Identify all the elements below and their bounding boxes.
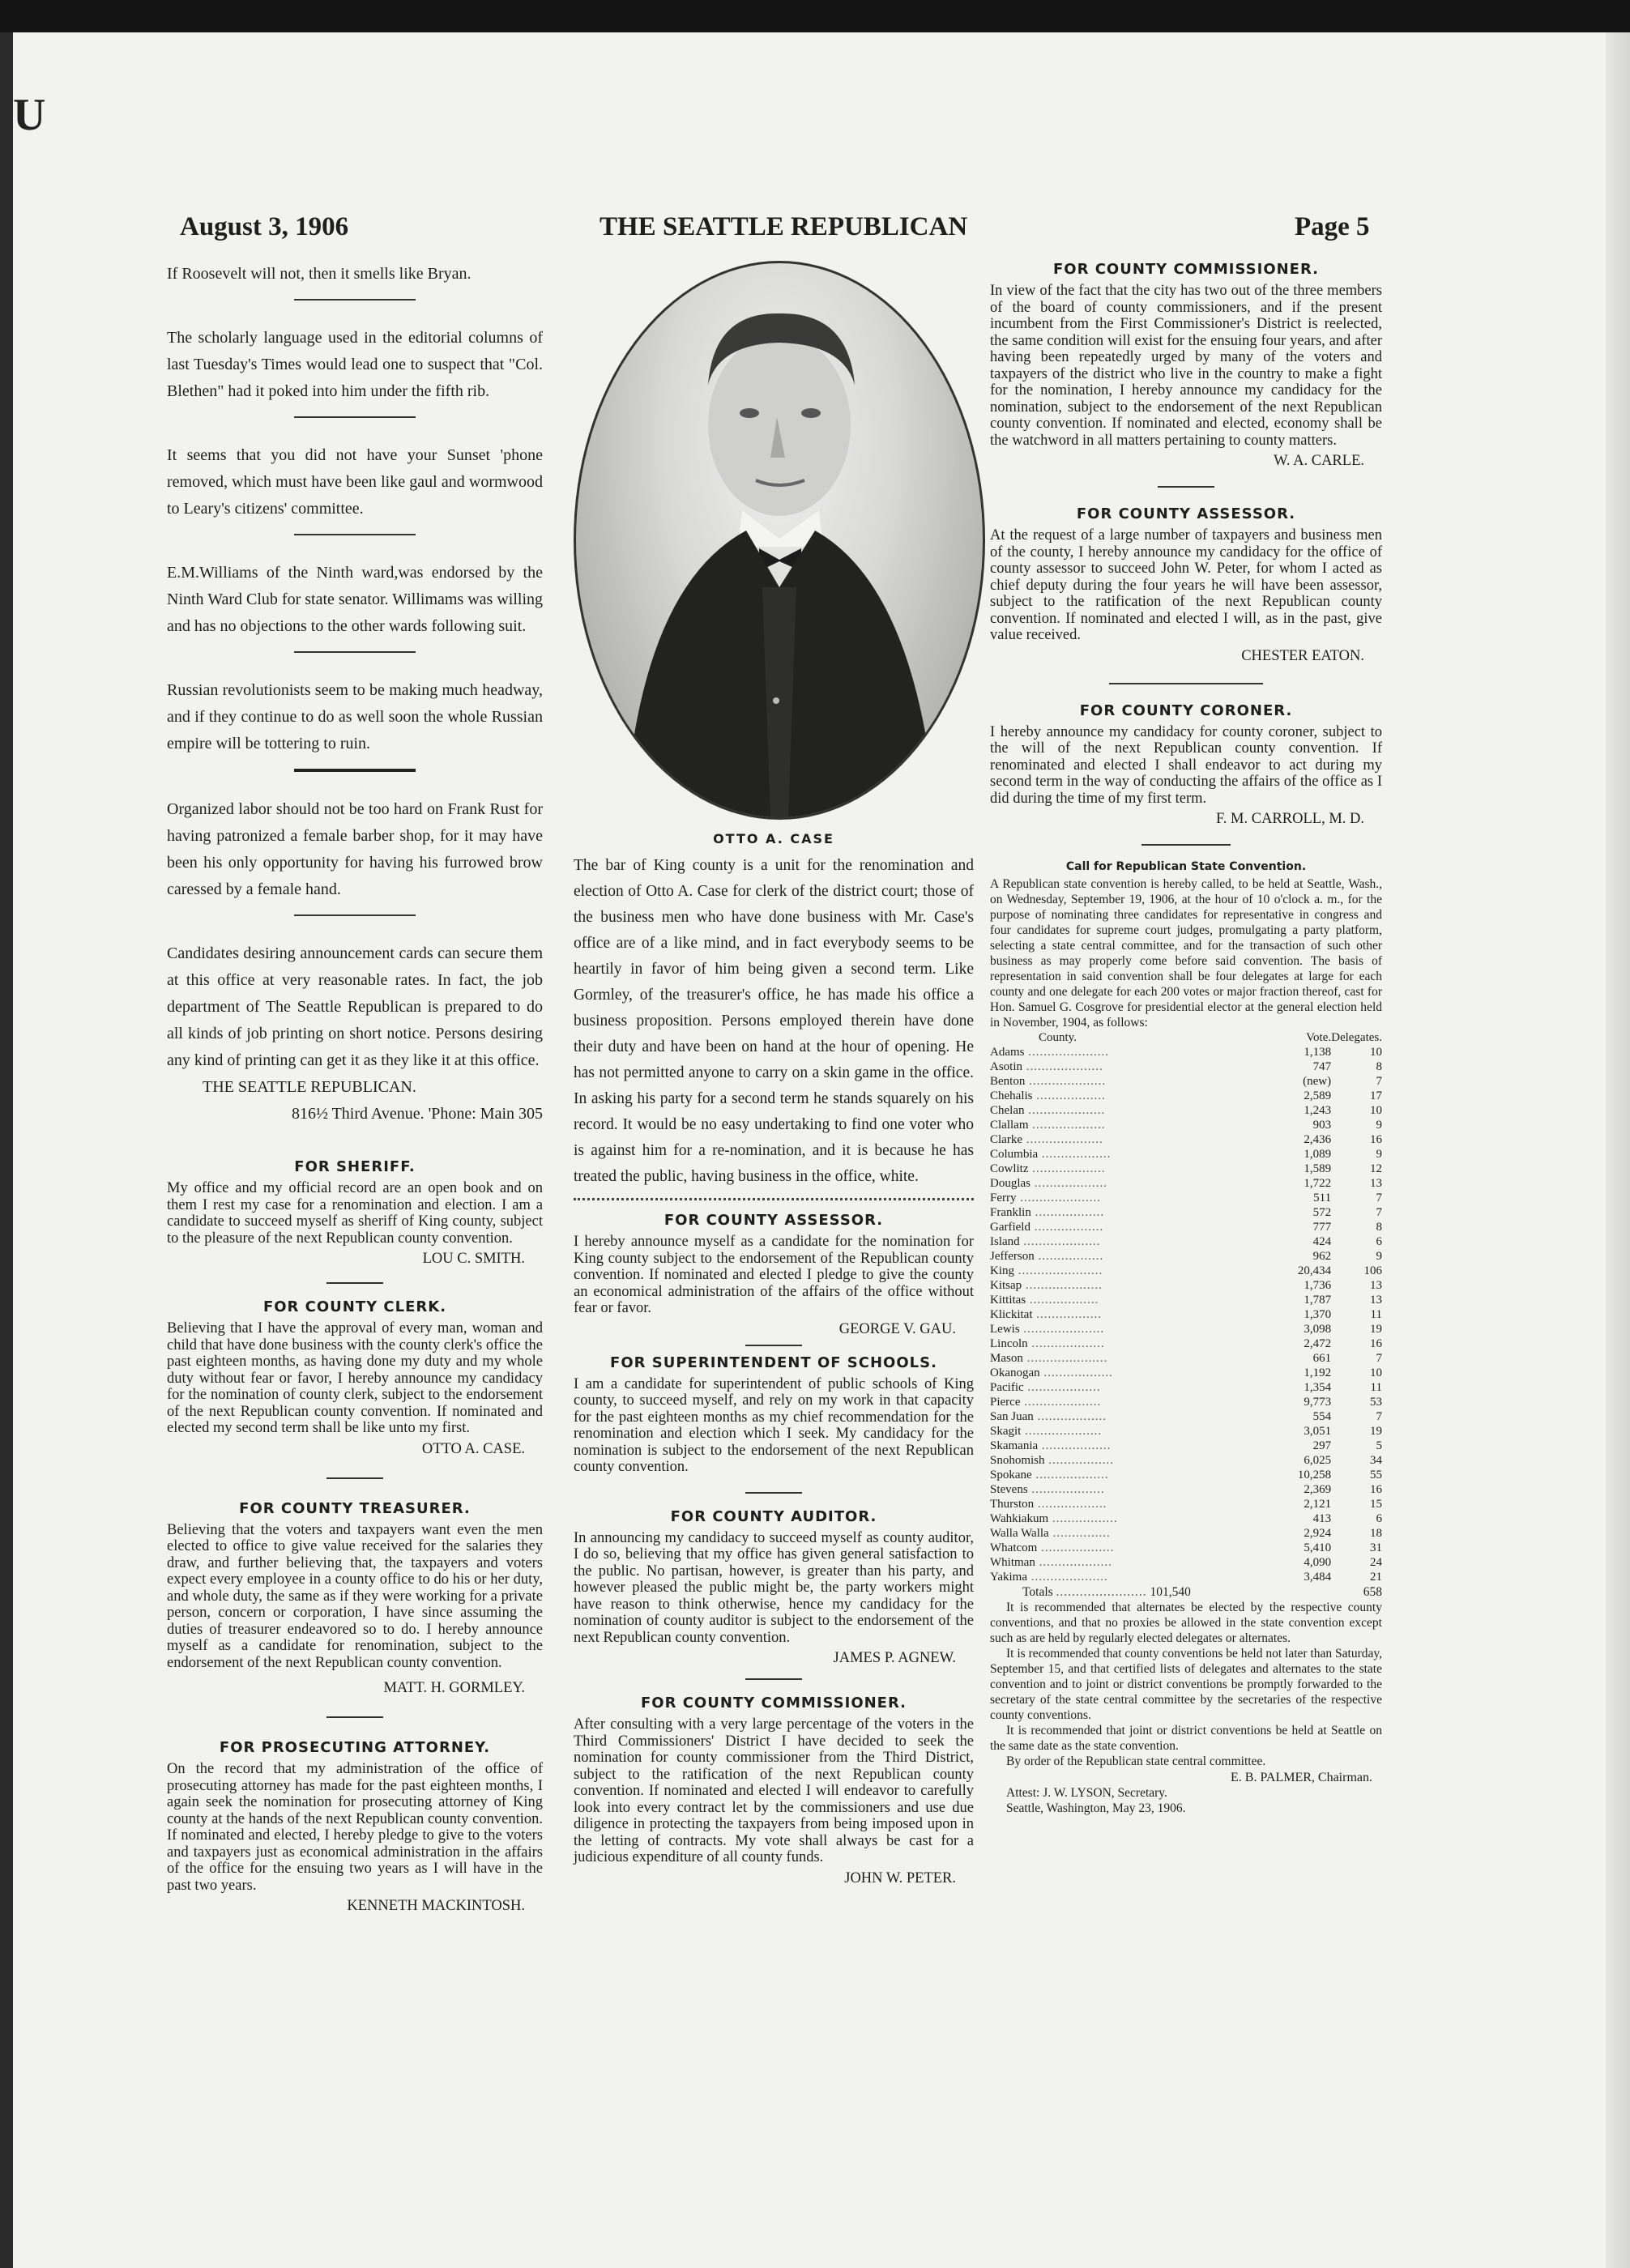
- county-name: Snohomish: [990, 1454, 1045, 1467]
- county-vote: 297: [1312, 1439, 1332, 1452]
- totals-vote: 101,540: [1150, 1585, 1191, 1599]
- county-name: Asotin: [990, 1060, 1023, 1073]
- page-edge-shadow: [1606, 32, 1630, 2268]
- ad-signature: MATT. H. GORMLEY.: [383, 1680, 525, 1696]
- county-name: Mason: [990, 1352, 1023, 1365]
- ad-signature: GEORGE V. GAU.: [838, 1320, 956, 1337]
- ad-heading-schools: FOR SUPERINTENDENT OF SCHOOLS.: [610, 1354, 937, 1371]
- county-vote: 1,722: [1304, 1177, 1332, 1190]
- office-address: 816½ Third Avenue. 'Phone: Main 305: [291, 1105, 543, 1123]
- ad-body-commissioner: In view of the fact that the city has two out of the three members of the board of county commissioners, and if the present incumbent from the First Commissioner's District is reelected, the same condition will exist for the ensuing four years, and after having been repeatedly urged by many of the voters and taxpayers of the district who live in the country to make a fight for the nomination, I hereby announce my candidacy for the nomination, subject to the endorsement of the next Republican county convention. If nominated and elected, economy shall be the watchword in all matters pertaining to county matters.: [990, 283, 1382, 449]
- county-name: Whitman: [990, 1556, 1035, 1569]
- county-name: Benton: [990, 1075, 1026, 1088]
- county-delegates: 9: [1376, 1250, 1382, 1263]
- county-delegates: 34: [1370, 1454, 1382, 1467]
- table-row: Yakima .................... 3,484 21: [990, 1571, 1382, 1584]
- masthead-title: THE SEATTLE REPUBLICAN: [600, 212, 968, 241]
- editorial-note: Russian revolutionists seem to be making much headway, and if they continue to do as well soon the whole Russian empire will be tottering to ruin.: [167, 681, 543, 752]
- county-vote: 9,773: [1304, 1396, 1332, 1409]
- totals-line: Totals ....................... 101,540 658: [1022, 1585, 1382, 1599]
- county-delegates: 16: [1370, 1337, 1382, 1350]
- county-name: Adams: [990, 1046, 1025, 1059]
- county-delegates: 10: [1370, 1046, 1382, 1059]
- table-row: Franklin .................. 572 7: [990, 1206, 1382, 1219]
- county-name: Kittitas: [990, 1294, 1026, 1307]
- divider: [326, 1716, 383, 1718]
- middle-column: [574, 261, 974, 1887]
- editorial-note: It seems that you did not have your Sunset 'phone removed, which must have been like gaul and wormwood to Leary's citizens' committee.: [167, 446, 543, 518]
- county-delegates: 13: [1370, 1177, 1382, 1190]
- table-row: Lewis ..................... 3,098 19: [990, 1323, 1382, 1336]
- editorial-note: If Roosevelt will not, then it smells like Bryan.: [167, 265, 472, 283]
- table-row: Okanogan .................. 1,192 10: [990, 1366, 1382, 1379]
- county-delegates: 21: [1370, 1571, 1382, 1584]
- ad-body-auditor: In announcing my candidacy to succeed myself as county auditor, I do so, believing that my office has given general satisfaction to the public. No partisan, however, is greater than his party, and however pleased the public might be, the party workers might have reason to think otherwise, hence my candidacy for the nomination of county auditor is subject to the endorsement of the next Republican county convention.: [574, 1529, 974, 1646]
- county-vote: 2,436: [1304, 1133, 1332, 1146]
- divider: [745, 1678, 802, 1680]
- table-row: Island .................... 424 6: [990, 1235, 1382, 1248]
- county-vote: 572: [1312, 1206, 1332, 1219]
- county-delegates: 18: [1370, 1527, 1382, 1540]
- county-delegates: 19: [1370, 1323, 1382, 1336]
- ad-heading-commissioner: FOR COUNTY COMMISSIONER.: [640, 1695, 907, 1712]
- county-vote: 747: [1312, 1060, 1332, 1073]
- county-name: Pacific: [990, 1381, 1024, 1394]
- county-vote: 1,354: [1304, 1381, 1332, 1394]
- ad-body-assessor: I hereby announce myself as a candidate for the nomination for King county subject to the endorsement of the Republican county convention. If nominated and elected I pledge to give the county an economical administration of the affairs of the office without fear or favor.: [574, 1234, 974, 1316]
- ad-body-prosecuting-attorney: On the record that my administration of the office of prosecuting attorney has made for the past eighteen months, I again seek the nomination for prosecuting attorney of King county at the hands of the next Republican county convention. If nominated and elected, I hereby pledge to give to the voters and taxpayers just as economical administration in the affairs of the office for the ensuing two years as I will have in the past two years.: [167, 1761, 543, 1894]
- ad-body-coroner: I hereby announce my candidacy for county coroner, subject to the will of the next Republican county convention. If renominated and elected I shall endeavor to act during my second term in the way of conducting the affairs of the office as I did during the time of my first term.: [990, 723, 1382, 807]
- table-row: Skamania .................. 297 5: [990, 1439, 1382, 1452]
- table-row: Spokane ................... 10,258 55: [990, 1469, 1382, 1481]
- ad-body-sheriff: My office and my official record are an open book and on them I rest my case for a renomination and election. I am a candidate to succeed myself as sheriff of King county, subject to the pleasure of the next Republican county convention.: [167, 1180, 543, 1247]
- county-vote: 1,589: [1304, 1162, 1332, 1175]
- job-printing-notice: Candidates desiring announcement cards can secure them at this office at very reasonable rates. In fact, the job department of The Seattle Republican is prepared to do all kinds of job printing on short notice. Persons desiring any kind of printing can get it as they like it at this office.: [167, 944, 543, 1069]
- table-row: Kitsap .................... 1,736 13: [990, 1279, 1382, 1292]
- county-name: Clarke: [990, 1133, 1022, 1146]
- dotted-divider: [574, 1198, 974, 1200]
- ad-heading-treasurer: FOR COUNTY TREASURER.: [239, 1499, 471, 1517]
- editorial-note: The scholarly language used in the editorial columns of last Tuesday's Times would lead one to suspect that "Col. Blethen" had it poked into him under the fifth rib.: [167, 329, 543, 400]
- ad-heading-prosecuting-attorney: FOR PROSECUTING ATTORNEY.: [219, 1739, 491, 1756]
- county-vote: 20,434: [1297, 1264, 1332, 1277]
- ad-signature: F. M. CARROLL, M. D.: [1215, 811, 1364, 827]
- county-name: Jefferson: [990, 1250, 1035, 1263]
- ad-heading-coroner: FOR COUNTY CORONER.: [1079, 701, 1293, 719]
- county-name: Garfield: [990, 1221, 1030, 1234]
- county-delegates: 9: [1376, 1148, 1382, 1161]
- table-row: Chehalis .................. 2,589 17: [990, 1089, 1382, 1102]
- ad-heading-assessor: FOR COUNTY ASSESSOR.: [1076, 505, 1296, 522]
- delegate-table: [990, 1030, 1382, 1584]
- divider: [294, 299, 416, 301]
- county-vote: 3,051: [1304, 1425, 1332, 1438]
- county-vote: 3,098: [1304, 1323, 1332, 1336]
- county-delegates: 13: [1370, 1279, 1382, 1292]
- county-name: Chelan: [990, 1104, 1025, 1117]
- table-row: Klickitat ................. 1,370 11: [990, 1308, 1382, 1321]
- county-vote: 1,243: [1304, 1104, 1332, 1117]
- table-row: Adams ..................... 1,138 10: [990, 1046, 1382, 1059]
- county-vote: 1,787: [1304, 1294, 1332, 1307]
- county-vote: 4,090: [1304, 1556, 1332, 1569]
- county-delegates: 24: [1370, 1556, 1382, 1569]
- table-row: Stevens ................... 2,369 16: [990, 1483, 1382, 1496]
- photo-caption: OTTO A. CASE: [713, 831, 834, 846]
- county-name: Cowlitz: [990, 1162, 1029, 1175]
- county-name: Skagit: [990, 1425, 1022, 1438]
- table-row: Ferry ..................... 511 7: [990, 1192, 1382, 1204]
- table-row: Lincoln ................... 2,472 16: [990, 1337, 1382, 1350]
- scanner-top-border: [0, 0, 1630, 32]
- table-row: Chelan .................... 1,243 10: [990, 1104, 1382, 1117]
- county-name: Ferry: [990, 1192, 1017, 1204]
- county-name: Yakima: [990, 1571, 1027, 1584]
- divider: [294, 416, 416, 418]
- ad-signature: OTTO A. CASE.: [421, 1440, 525, 1457]
- county-name: Island: [990, 1235, 1020, 1248]
- ad-signature: LOU C. SMITH.: [422, 1251, 525, 1267]
- recommendation: It is recommended that joint or district conventions be held at Seattle on the same date as the state convention.: [990, 1724, 1382, 1753]
- county-delegates: 10: [1370, 1366, 1382, 1379]
- table-row: Benton .................... (new) 7: [990, 1075, 1382, 1088]
- county-delegates: 11: [1370, 1308, 1382, 1321]
- county-name: Whatcom: [990, 1541, 1038, 1554]
- county-delegates: 16: [1370, 1133, 1382, 1146]
- ad-signature: KENNETH MACKINTOSH.: [347, 1898, 525, 1914]
- county-delegates: 8: [1376, 1221, 1382, 1234]
- county-name: San Juan: [990, 1410, 1034, 1423]
- county-delegates: 10: [1370, 1104, 1382, 1117]
- county-vote: (new): [1303, 1075, 1332, 1088]
- county-vote: 10,258: [1297, 1469, 1332, 1481]
- county-name: Walla Walla: [990, 1527, 1049, 1540]
- divider: [1109, 683, 1263, 684]
- county-vote: 2,924: [1304, 1527, 1332, 1540]
- table-row: Snohomish ................. 6,025 34: [990, 1454, 1382, 1467]
- portrait-figure: [576, 263, 983, 817]
- right-column: [990, 261, 1382, 1816]
- ad-heading-commissioner: FOR COUNTY COMMISSIONER.: [1052, 261, 1320, 278]
- ad-heading-assessor: FOR COUNTY ASSESSOR.: [664, 1212, 884, 1229]
- county-vote: 1,138: [1304, 1046, 1332, 1059]
- table-row: King ...................... 20,434 106: [990, 1264, 1382, 1277]
- ad-body-commissioner: After consulting with a very large percentage of the voters in the Third Commissioners' District I have decided to seek the nomination for county commissioner from the Third District, subject to the ratification of the next Republican county convention. If nominated and elected I will endeavor to carefully look into every contract let by the commissioners and use due diligence in protecting the taxpayers from being imposed upon in the letting of contracts. My vote shall always be cast for a judicious expenditure of all county funds.: [574, 1716, 974, 1865]
- county-vote: 962: [1312, 1250, 1332, 1263]
- table-row: San Juan .................. 554 7: [990, 1410, 1382, 1423]
- ad-body-schools: I am a candidate for superintendent of public schools of King county, to succeed myself, and rely on my work in that capacity for the past eighteen months as my chief recommendation for the renomination and election which I seek. My candidacy for the nomination is subject to the endorsement of the next Republican county convention.: [574, 1375, 974, 1475]
- county-vote: 661: [1312, 1352, 1332, 1365]
- county-vote: 554: [1312, 1410, 1332, 1423]
- county-vote: 1,736: [1304, 1279, 1332, 1292]
- county-delegates: 6: [1376, 1235, 1382, 1248]
- county-vote: 777: [1312, 1221, 1332, 1234]
- county-delegates: 15: [1370, 1498, 1382, 1511]
- county-delegates: 55: [1370, 1469, 1382, 1481]
- county-vote: 2,369: [1304, 1483, 1332, 1496]
- county-name: Pierce: [990, 1396, 1021, 1409]
- column-header: County.: [1039, 1031, 1077, 1044]
- divider: [1158, 486, 1214, 488]
- table-header-row: [990, 1030, 1382, 1045]
- county-delegates: 13: [1370, 1294, 1382, 1307]
- divider: [326, 1282, 383, 1284]
- table-row: Whitman ................... 4,090 24: [990, 1556, 1382, 1569]
- county-name: Thurston: [990, 1498, 1035, 1511]
- county-name: Klickitat: [990, 1308, 1033, 1321]
- column-header: Delegates.: [1331, 1031, 1382, 1044]
- county-delegates: 5: [1376, 1439, 1382, 1452]
- county-delegates: 106: [1363, 1264, 1382, 1277]
- ad-signature: JOHN W. PETER.: [844, 1869, 956, 1886]
- county-delegates: 53: [1370, 1396, 1382, 1409]
- ad-heading-clerk: FOR COUNTY CLERK.: [262, 1298, 447, 1315]
- table-row: Kittitas .................. 1,787 13: [990, 1294, 1382, 1307]
- county-name: Okanogan: [990, 1366, 1040, 1379]
- county-delegates: 19: [1370, 1425, 1382, 1438]
- county-vote: 2,589: [1304, 1089, 1332, 1102]
- chairman-line: E. B. PALMER, Chairman.: [1231, 1771, 1372, 1784]
- county-delegates: 6: [1376, 1512, 1382, 1525]
- county-delegates: 12: [1370, 1162, 1382, 1175]
- county-name: Skamania: [990, 1439, 1039, 1452]
- delegate-table-body: [990, 1045, 1382, 1584]
- divider: [294, 534, 416, 535]
- table-row: Columbia .................. 1,089 9: [990, 1148, 1382, 1161]
- county-delegates: 7: [1376, 1075, 1382, 1088]
- county-name: King: [990, 1264, 1014, 1277]
- divider: [294, 914, 416, 916]
- table-row: Garfield .................. 777 8: [990, 1221, 1382, 1234]
- table-row: Whatcom ................... 5,410 31: [990, 1541, 1382, 1554]
- county-vote: 1,370: [1304, 1308, 1332, 1321]
- editorial-note: E.M.Williams of the Ninth ward,was endorsed by the Ninth Ward Club for state senator. Willimams was willing and has no objections to the other wards following suit.: [167, 564, 544, 635]
- county-name: Wahkiakum: [990, 1512, 1049, 1525]
- county-name: Lincoln: [990, 1337, 1028, 1350]
- table-row: Wahkiakum ................. 413 6: [990, 1512, 1382, 1525]
- convention-call-body: A Republican state convention is hereby called, to be held at Seattle, Wash., on Wednesday, September 19, 1906, at the hour of 10 o'clock a. m., for the purpose of nominating three candidates for representative in congress and four candidates for supreme court judges, promulgating a party platform, selecting a state central committee, and for the transaction of such other business as may properly come before said convention. The basis of representation in said convention shall be four delegates at large for each county and one delegate for each 200 votes or major fraction thereof, cast for Hon. Samuel G. Cosgrove for presidential elector at the general election held in November, 1904, as follows:: [990, 877, 1382, 1030]
- county-delegates: 7: [1376, 1352, 1382, 1365]
- divider: [1141, 844, 1231, 846]
- ad-body-clerk: Believing that I have the approval of every man, woman and child that have done business with the county clerk's office the past eighteen months, as having done my duty and my whole duty without fear or favor, I hereby announce my candidacy for the nomination of county clerk, subject to the endorsement of the next Republican county convention. If nominated and elected my second term shall be like unto my first.: [167, 1320, 543, 1436]
- county-delegates: 9: [1376, 1119, 1382, 1132]
- table-row: Mason ..................... 661 7: [990, 1352, 1382, 1365]
- ad-heading-auditor: FOR COUNTY AUDITOR.: [670, 1507, 877, 1525]
- county-name: Clallam: [990, 1119, 1029, 1132]
- county-vote: 3,484: [1304, 1571, 1332, 1584]
- page-number: Page 5: [1295, 212, 1370, 241]
- county-name: Stevens: [990, 1483, 1028, 1496]
- ad-body-treasurer: Believing that the voters and taxpayers want even the men elected to office to give value received for the salaries they draw, and further believing that, the taxpayers and voters expect every employee in a county office to do his or her duty, and whole duty, the same as if they were working for a private person, concern or corporation, I have since assuming the duties of treasurer endeavored so to do. I hereby announce myself as a candidate for renomination, subject to the endorsement of the next Republican county convention.: [167, 1521, 543, 1671]
- table-row: Douglas ................... 1,722 13: [990, 1177, 1382, 1190]
- issue-date: August 3, 1906: [180, 212, 349, 241]
- county-delegates: 7: [1376, 1206, 1382, 1219]
- scanner-left-border: [0, 32, 13, 2268]
- table-row: Pacific ................... 1,354 11: [990, 1381, 1382, 1394]
- divider: [745, 1492, 802, 1494]
- county-name: Franklin: [990, 1206, 1031, 1219]
- county-delegates: 31: [1370, 1541, 1382, 1554]
- ad-signature: JAMES P. AGNEW.: [833, 1650, 956, 1666]
- divider: [294, 651, 416, 653]
- office-name: THE SEATTLE REPUBLICAN.: [203, 1078, 416, 1096]
- county-vote: 511: [1313, 1192, 1332, 1204]
- table-row: Walla Walla ............... 2,924 18: [990, 1527, 1382, 1540]
- county-vote: 903: [1312, 1119, 1332, 1132]
- county-vote: 6,025: [1304, 1454, 1332, 1467]
- table-row: Skagit .................... 3,051 19: [990, 1425, 1382, 1438]
- table-row: Clarke .................... 2,436 16: [990, 1133, 1382, 1146]
- left-column: [167, 261, 543, 1915]
- column-header: Vote.: [1306, 1031, 1332, 1044]
- county-vote: 2,121: [1304, 1498, 1332, 1511]
- recommendation: It is recommended that alternates be elected by the respective county conventions, and that no proxies be allowed in the state convention except such as are held by regularly elected delegates or alternates.: [990, 1601, 1382, 1645]
- totals-delegates: 658: [1363, 1585, 1382, 1599]
- ad-body-assessor: At the request of a large number of taxpayers and business men of the county, I hereby announce my candidacy for the office of county assessor to succeed John W. Peter, for whom I acted as chief deputy during the four years he will have been assessor, subject to the ratification of the next Republican county convention. If nominated and elected I will, as in the past, give value received.: [990, 527, 1382, 643]
- attest-line: Attest: J. W. LYSON, Secretary.: [1006, 1786, 1167, 1800]
- county-vote: 1,089: [1304, 1148, 1332, 1161]
- ad-signature: W. A. CARLE.: [1274, 453, 1364, 469]
- county-vote: 413: [1312, 1512, 1332, 1525]
- convention-call-heading: Call for Republican State Convention.: [1065, 860, 1307, 873]
- county-delegates: 7: [1376, 1410, 1382, 1423]
- ad-signature: CHESTER EATON.: [1241, 647, 1364, 664]
- order-line: By order of the Republican state central committee.: [1006, 1754, 1266, 1768]
- county-delegates: 8: [1376, 1060, 1382, 1073]
- ad-heading-sheriff: FOR SHERIFF.: [294, 1158, 416, 1175]
- divider: [294, 769, 416, 772]
- county-name: Lewis: [990, 1323, 1020, 1336]
- table-row: Pierce .................... 9,773 53: [990, 1396, 1382, 1409]
- county-delegates: 11: [1370, 1381, 1382, 1394]
- county-vote: 1,192: [1304, 1366, 1332, 1379]
- binding-mark: U: [13, 90, 46, 140]
- county-delegates: 7: [1376, 1192, 1382, 1204]
- county-vote: 5,410: [1304, 1541, 1332, 1554]
- county-name: Douglas: [990, 1177, 1030, 1190]
- table-row: Cowlitz ................... 1,589 12: [990, 1162, 1382, 1175]
- recommendation: It is recommended that county conventions be held not later than Saturday, September 15, and that certified lists of delegates and alternates to the state convention and to joint or district conventions be promptly forwarded to the secretary of the state central committee by the secretaries of the respective county conventions.: [990, 1647, 1382, 1722]
- table-row: Clallam ................... 903 9: [990, 1119, 1382, 1132]
- divider: [326, 1477, 383, 1479]
- county-name: Kitsap: [990, 1279, 1022, 1292]
- editorial-note: Organized labor should not be too hard on Frank Rust for having patronized a female barber shop, for it may have been his only opportunity for having his furrowed brow caressed by a female hand.: [167, 800, 543, 898]
- totals-label: Totals: [1022, 1585, 1053, 1599]
- county-delegates: 16: [1370, 1483, 1382, 1496]
- county-name: Chehalis: [990, 1089, 1033, 1102]
- dateline: Seattle, Washington, May 23, 1906.: [1006, 1801, 1186, 1815]
- county-vote: 424: [1312, 1235, 1332, 1248]
- county-vote: 2,472: [1304, 1337, 1332, 1350]
- divider: [745, 1345, 802, 1346]
- county-name: Columbia: [990, 1148, 1039, 1161]
- county-delegates: 17: [1370, 1089, 1382, 1102]
- portrait-photo: [574, 261, 985, 820]
- county-name: Spokane: [990, 1469, 1032, 1481]
- table-row: Jefferson ................. 962 9: [990, 1250, 1382, 1263]
- feature-story: The bar of King county is a unit for the renomination and election of Otto A. Case for clerk of the district court; those of the business men who have done business with Mr. Case's office are of a like mind, and in fact everybody seems to be heartily in favor of him being given a second term. Like Gormley, of the treasurer's office, he has made his office a business proposition. Persons employed therein have done their duty and have been on hand at the hour of opening. He has not permitted anyone to carry on a skin game in the office. In asking his party for a second term he stands squarely on his record. It would be no easy undertaking to find one voter who is against him for a re-nomination, and it is because he has treated the public, having business in the office, white.: [574, 857, 974, 1185]
- table-row: Thurston .................. 2,121 15: [990, 1498, 1382, 1511]
- table-row: Asotin .................... 747 8: [990, 1060, 1382, 1073]
